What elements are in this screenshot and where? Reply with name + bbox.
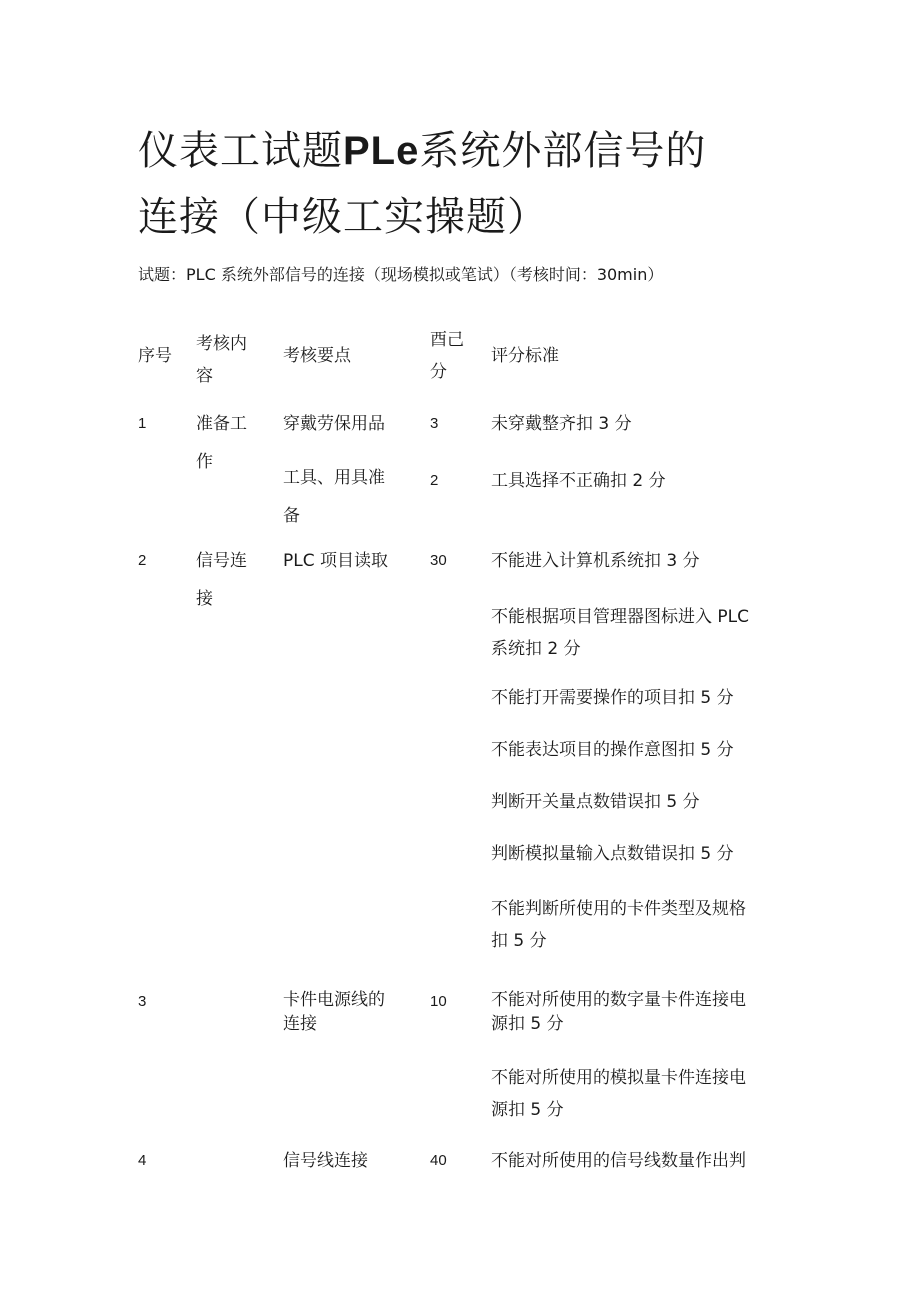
row2-criteria-7: 判断模拟量输入点数错误扣 5 分 bbox=[491, 844, 734, 864]
row2-criteria-9: 扣 5 分 bbox=[491, 931, 547, 951]
row3-point-1: 卡件电源线的 bbox=[283, 990, 385, 1010]
row2-criteria-2: 不能根据项目管理器图标进入 PLC bbox=[491, 607, 749, 627]
row2-criteria-5: 不能表达项目的操作意图扣 5 分 bbox=[491, 740, 734, 760]
row2-criteria-4: 不能打开需要操作的项目扣 5 分 bbox=[491, 688, 734, 708]
header-content-2: 容 bbox=[196, 366, 213, 386]
title-text-c: 系统外部信号的 bbox=[419, 128, 707, 174]
header-points: 考核要点 bbox=[283, 346, 351, 366]
row4-criteria-1: 不能对所使用的信号线数量作出判 bbox=[491, 1151, 746, 1171]
row1-point-1: 穿戴劳保用品 bbox=[283, 414, 385, 434]
title-text-a: 仪表工试题 bbox=[138, 128, 343, 174]
row1-point-2a: 工具、用具准 bbox=[283, 468, 385, 488]
row1-score-1: 3 bbox=[430, 415, 439, 432]
row1-content-2: 作 bbox=[196, 452, 213, 472]
header-content-1: 考核内 bbox=[196, 334, 247, 354]
row3-criteria-1: 不能对所使用的数字量卡件连接电 bbox=[491, 990, 746, 1010]
row2-seq: 2 bbox=[138, 552, 147, 569]
row1-seq: 1 bbox=[138, 415, 147, 432]
row2-criteria-8: 不能判断所使用的卡件类型及规格 bbox=[491, 899, 746, 919]
row3-seq: 3 bbox=[138, 993, 147, 1010]
row3-criteria-2: 源扣 5 分 bbox=[491, 1014, 564, 1034]
row2-point: PLC 项目读取 bbox=[283, 551, 388, 571]
row2-content-1: 信号连 bbox=[196, 551, 247, 571]
row2-criteria-1: 不能进入计算机系统扣 3 分 bbox=[491, 551, 700, 571]
header-seq: 序号 bbox=[138, 346, 172, 366]
row3-criteria-4: 源扣 5 分 bbox=[491, 1100, 564, 1120]
row1-point-2b: 备 bbox=[283, 506, 300, 526]
row2-score: 30 bbox=[430, 552, 447, 569]
row2-criteria-3: 系统扣 2 分 bbox=[491, 639, 581, 659]
row3-point-2: 连接 bbox=[283, 1014, 317, 1034]
row4-point: 信号线连接 bbox=[283, 1151, 368, 1171]
header-criteria: 评分标准 bbox=[491, 346, 559, 366]
header-score-1: 酉己 bbox=[430, 330, 464, 350]
exam-subtitle: 试题：PLC 系统外部信号的连接（现场模拟或笔试）（考核时间：30min） bbox=[138, 265, 664, 284]
row1-score-2: 2 bbox=[430, 472, 439, 489]
row3-score: 10 bbox=[430, 993, 447, 1010]
title-text-line2: 连接（中级工实操题） bbox=[138, 194, 548, 240]
header-score-2: 分 bbox=[430, 362, 447, 382]
row1-content-1: 准备工 bbox=[196, 414, 247, 434]
row3-criteria-3: 不能对所使用的模拟量卡件连接电 bbox=[491, 1068, 746, 1088]
row4-seq: 4 bbox=[138, 1152, 147, 1169]
title-text-b: PLe bbox=[343, 129, 420, 173]
document-title bbox=[138, 118, 858, 250]
row4-score: 40 bbox=[430, 1152, 447, 1169]
row2-content-2: 接 bbox=[196, 589, 213, 609]
row1-criteria-2: 工具选择不正确扣 2 分 bbox=[491, 471, 666, 491]
row1-criteria-1: 未穿戴整齐扣 3 分 bbox=[491, 414, 632, 434]
row2-criteria-6: 判断开关量点数错误扣 5 分 bbox=[491, 792, 700, 812]
